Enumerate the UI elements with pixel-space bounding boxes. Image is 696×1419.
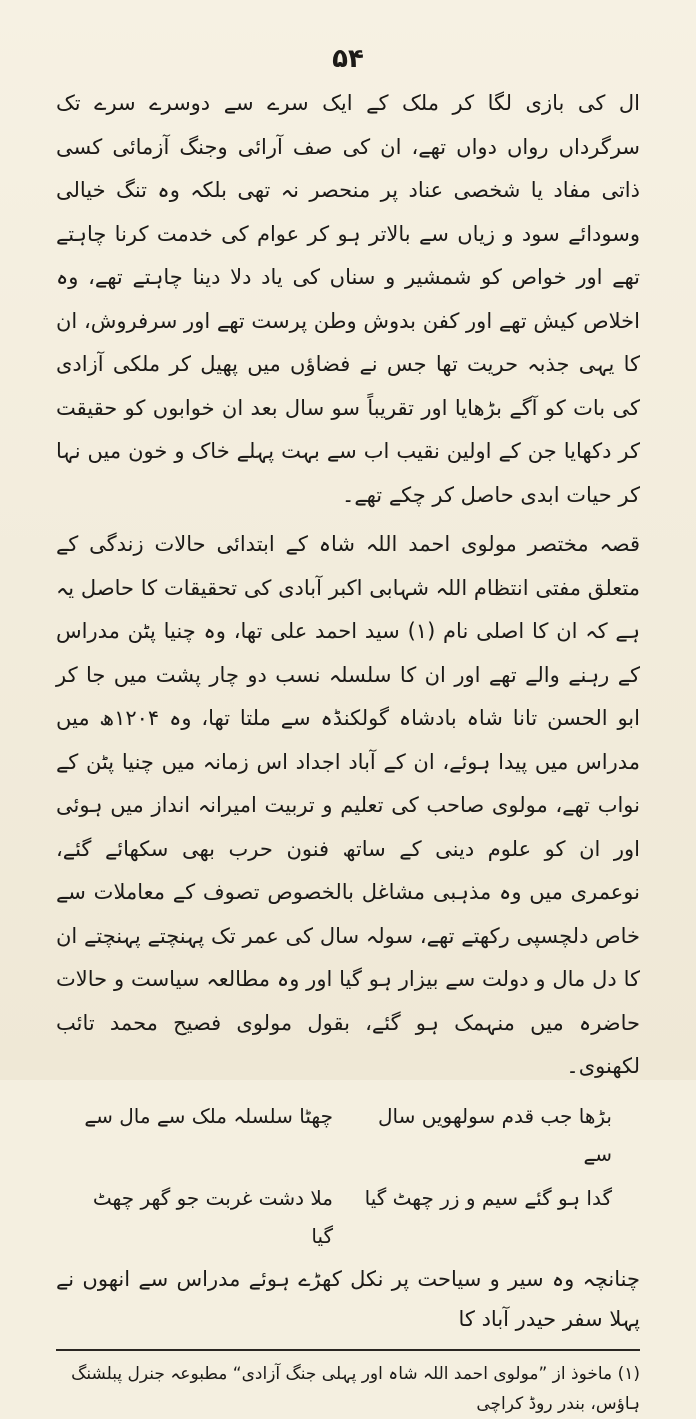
verse-block [84,1097,612,1255]
paragraph-2: قصہ مختصر مولوی احمد اللہ شاہ کے ابتدائی حالات زندگی کے متعلق مفتی انتظام اللہ شہابی اکبر آبادی کی تحقیقات کا حاصل یہ ہے کہ ان کا اصلی نام (۱) سید احمد علی تھا، وہ چنیا پٹن مدراس کے رہنے والے تھے اور ان کا سلسلہ نسب دو چار پشت میں جا کر ابو الحسن تانا شاہ بادشاہ گولکنڈہ سے ملتا تھا، وہ ۱۲۰۴ھ میں مدراس میں پیدا ہوئے، ان کے آباد اجداد اس زمانہ میں چنیا پٹن کے نواب تھے، مولوی صاحب کی تعلیم و تربیت امیرانہ انداز میں ہوئی اور ان کو علوم دینی کے ساتھ فنون حرب بھی سکھائے گئے، نوعمری میں وہ مذہبی مشاغل بالخصوص تصوف کے معاملات سے خاص دلچسپی رکھتے تھے، سولہ سال کی عمر تک پہنچتے پہنچتے ان کا دل مال و دولت سے بیزار ہو گیا اور وہ مطالعہ سیاست و حالات حاضرہ میں منہمک ہو گئے، بقول مولوی فصیح محمد تائب لکھنوی۔ [56,532,640,1078]
paragraph-1: ال کی بازی لگا کر ملک کے ایک سرے سے دوسرے سرے تک سرگرداں رواں دواں تھے، ان کی صف آرائی وجنگ آزمائی کسی ذاتی مفاد یا شخصی عناد پر منحصر نہ تھی بلکہ وہ تنگ خیالی وسودائے سود و زیاں سے بالاتر ہو کر عوام کی خدمت کرنا چاہتے تھے اور خواص کو شمشیر و سناں کی یاد دلا دینا چاہتے تھے، وہ اخلاص کیش تھے اور کفن بدوش وطن پرست تھے اور سرفروش، ان کا یہی جذبہ حریت تھا جس نے فضاؤں میں پھیل کر ملکی آزادی کی بات کو آگے بڑھایا اور تقریباً سو سال بعد ان خوابوں کو حقیقت کر دکھایا جن کے اولین نقیب اب سے بہت پہلے خاک و خون میں نہا کر حیات ابدی حاصل کر چکے تھے۔ [56,91,640,507]
verse-line-1: بڑھا جب قدم سولھویں سال سے [377,1103,612,1166]
verse-line-2: چھٹا سلسلہ ملک سے مال سے [84,1103,333,1128]
footnote: (۱) ماخوذ از ”مولوی احمد اللہ شاہ اور پہلی جنگ آزادی“ مطبوعہ جنرل پبلشنگ ہاؤس، بندر روڈ کراچی [71,1363,640,1414]
page-number: ۵۴ [332,44,364,74]
verse-line-4: ملا دشت غربت جو گھر چھٹ گیا [92,1185,333,1248]
footnote-divider [56,1349,640,1351]
verse-line-3: گدا ہو گئے سیم و زر چھٹ گیا [364,1185,612,1210]
closing-line: چنانچہ وہ سیر و سیاحت پر نکل کھڑے ہوئے مدراس سے انھوں نے پہلا سفر حیدر آباد کا [56,1266,640,1331]
